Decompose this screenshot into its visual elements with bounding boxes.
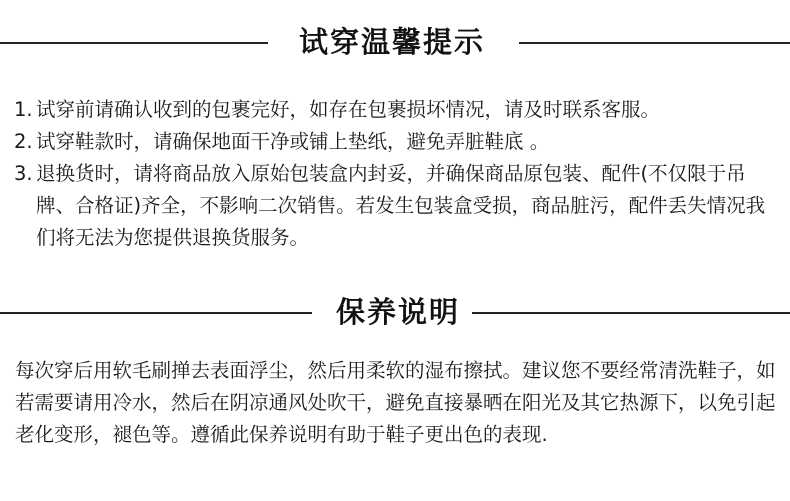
section-title-care-instructions: 保养说明 [336, 295, 461, 329]
list-item-text: 退换货时，请将商品放入原始包装盒内封妥，并确保商品原包装、配件(不仅限于吊牌、合格证)齐全，不影响二次销售。若发生包装盒受损，商品脏污，配件丢失情况我们将无法为您提供退换货服务。 [36, 162, 766, 249]
try-on-tips-list [14, 94, 784, 254]
heading-rule-right [472, 312, 790, 314]
list-item [14, 126, 784, 158]
list-item [14, 158, 784, 254]
list-item-number: 1. [14, 98, 33, 121]
heading-rule-right [519, 42, 790, 44]
section-title-try-on-tips: 试穿温馨提示 [299, 25, 486, 59]
list-item-number: 3. [14, 162, 33, 185]
list-item-number: 2. [14, 130, 33, 153]
list-item-text: 试穿鞋款时，请确保地面干净或铺上垫纸，避免弄脏鞋底 。 [36, 130, 550, 153]
list-item-text: 试穿前请确认收到的包裹完好，如存在包裹损坏情况，请及时联系客服。 [36, 98, 661, 121]
heading-rule-left [0, 312, 312, 314]
heading-rule-left [0, 42, 268, 44]
list-item [14, 94, 784, 126]
care-instructions-text: 每次穿后用软毛刷掸去表面浮尘，然后用柔软的湿布擦拭。建议您不要经常清洗鞋子，如若需要请用冷水，然后在阴凉通风处吹干，避免直接暴晒在阳光及其它热源下，以免引起老化变形，褪色等。遵循此保养说明有助于鞋子更出色的表现. [15, 359, 776, 446]
